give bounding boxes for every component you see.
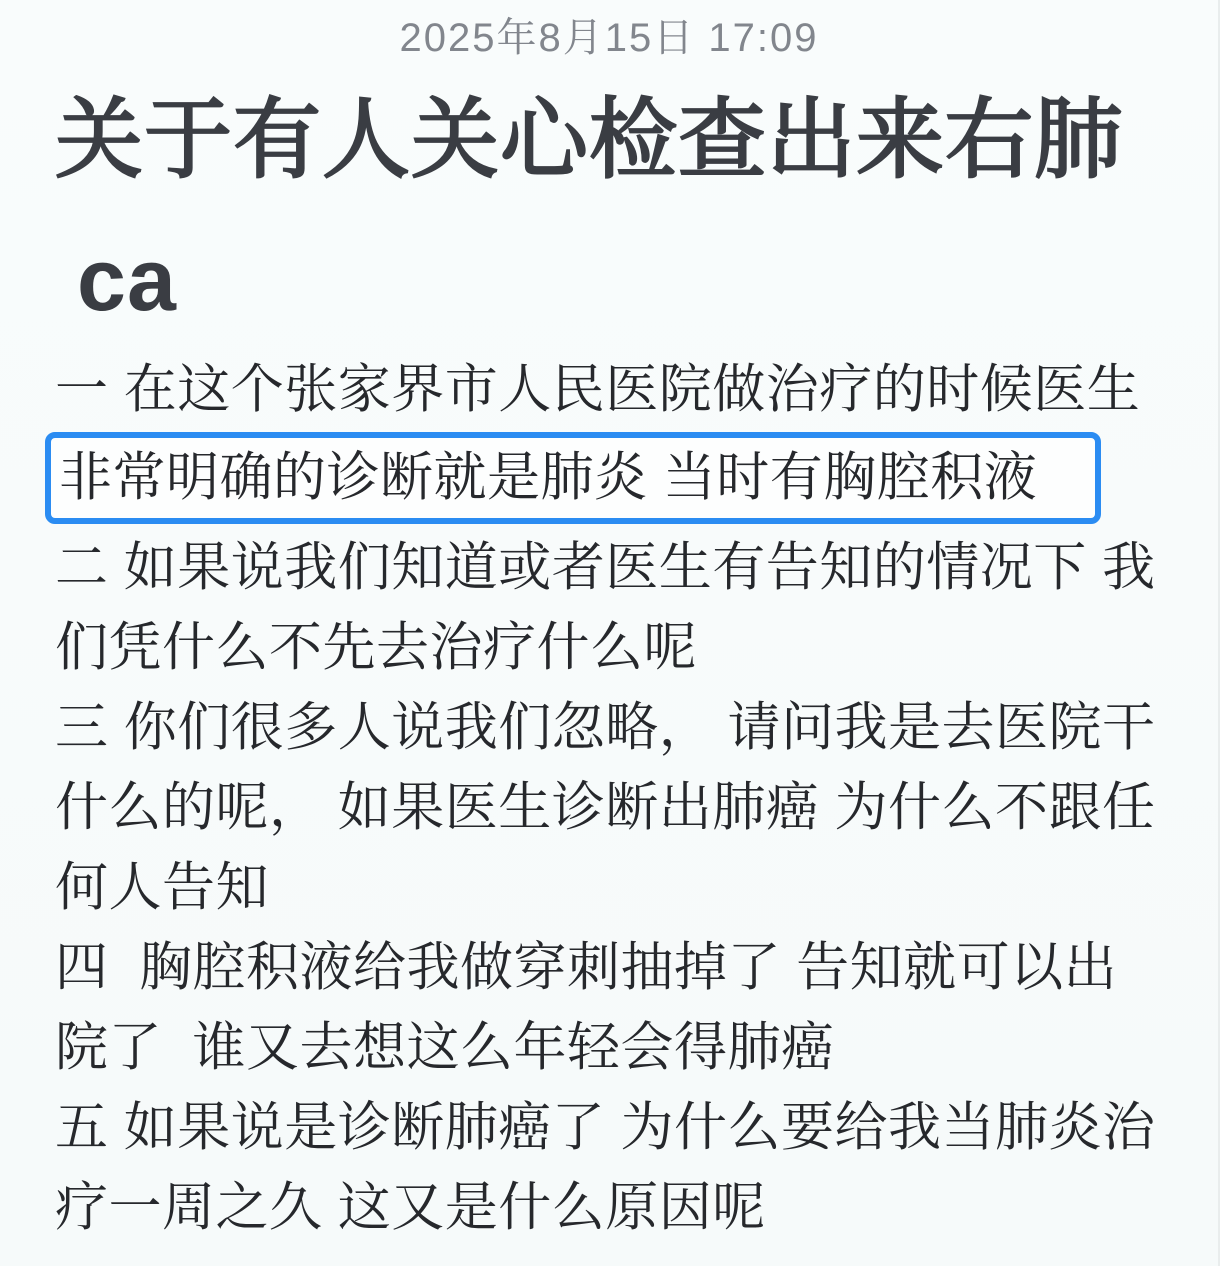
body-line-1: 一 在这个张家界市人民医院做治疗的时候医生 bbox=[55, 360, 1141, 419]
title-line-1: 关于有人关心检查出来右肺 bbox=[55, 90, 1124, 189]
highlighted-text: 非常明确的诊断就是肺炎 当时有胸腔积液 bbox=[59, 448, 1038, 507]
body-line-5: 什么的呢， 如果医生诊断出肺癌 为什么不跟任 bbox=[55, 778, 1156, 837]
timestamp: 2025年8月15日 17:09 bbox=[399, 16, 819, 60]
title-line-2: ca bbox=[77, 230, 177, 329]
body-line-10: 疗一周之久 这又是什么原因呢 bbox=[55, 1178, 766, 1237]
highlight-box bbox=[45, 432, 1101, 524]
body-line-7: 四 胸腔积液给我做穿刺抽掉了 告知就可以出 bbox=[55, 938, 1118, 997]
page-title bbox=[55, 70, 1168, 350]
body-line-6: 何人告知 bbox=[55, 858, 269, 917]
body-line-3: 们凭什么不先去治疗什么呢 bbox=[55, 618, 697, 677]
body-line-2: 二 如果说我们知道或者医生有告知的情况下 我 bbox=[55, 538, 1156, 597]
body-line-9: 五 如果说是诊断肺癌了 为什么要给我当肺炎治 bbox=[55, 1098, 1156, 1157]
note-body bbox=[55, 350, 1218, 1248]
body-line-8: 院了 谁又去想这么年轻会得肺癌 bbox=[55, 1018, 835, 1077]
body-line-4: 三 你们很多人说我们忽略， 请问我是去医院干 bbox=[55, 698, 1156, 757]
